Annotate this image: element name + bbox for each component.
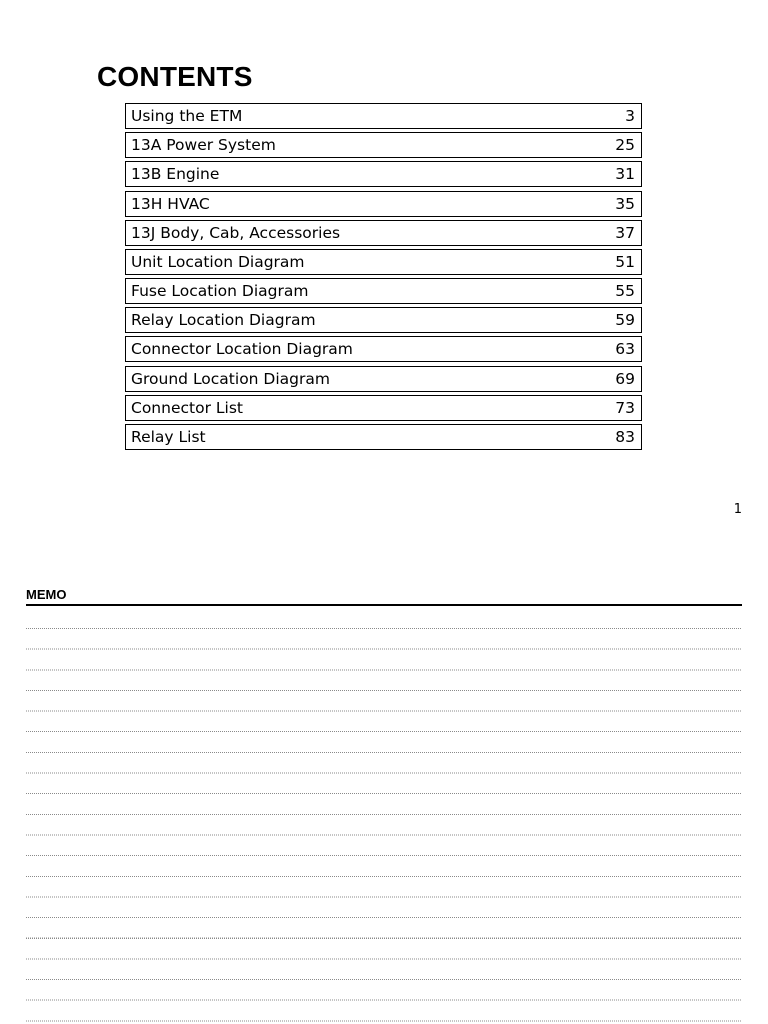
contents-entry-page: 35 [615,194,635,213]
contents-entry-page: 55 [615,282,635,301]
contents-entry[interactable] [125,132,642,158]
contents-entry[interactable] [125,307,642,333]
contents-entry-page: 51 [615,252,635,271]
contents-entry-title: Relay List [131,427,206,446]
contents-entry-page: 83 [615,427,635,446]
contents-entry-page: 31 [615,165,635,184]
contents-entry[interactable] [125,424,642,450]
contents-entry-title: Unit Location Diagram [131,252,305,271]
contents-entry-title: Relay Location Diagram [131,311,316,330]
contents-table [125,103,642,453]
contents-entry-title: Using the ETM [131,107,243,125]
contents-entry-title: 13H HVAC [131,194,210,213]
contents-entry-title: 13J Body, Cab, Accessories [131,223,341,242]
contents-entry-title: Connector Location Diagram [131,340,353,359]
memo-rule [26,604,742,606]
contents-entry[interactable] [125,161,642,187]
contents-entry[interactable] [125,278,642,304]
contents-entry[interactable] [125,336,642,362]
memo-writing-lines [26,628,742,1024]
contents-entry[interactable] [125,366,642,392]
page-number: 1 [733,502,742,517]
contents-entry-title: 13B Engine [131,165,220,184]
contents-entry-page: 3 [625,107,635,125]
contents-entry-title: Ground Location Diagram [131,369,330,388]
contents-entry-page: 63 [615,340,635,359]
contents-entry-page: 59 [615,311,635,330]
contents-entry-title: 13A Power System [131,136,276,155]
contents-entry-page: 25 [615,136,635,155]
contents-title: CONTENTS [97,61,253,92]
contents-entry-title: Fuse Location Diagram [131,282,309,301]
contents-entry-page: 37 [615,223,635,242]
memo-label: MEMO [26,587,67,602]
contents-entry[interactable] [125,191,642,217]
contents-entry-title: Connector List [131,398,243,417]
contents-entry-page: 69 [615,369,635,388]
contents-entry-page: 73 [615,398,635,417]
contents-entry[interactable] [125,395,642,421]
contents-entry[interactable] [125,103,642,129]
contents-entry[interactable] [125,220,642,246]
contents-entry[interactable] [125,249,642,275]
